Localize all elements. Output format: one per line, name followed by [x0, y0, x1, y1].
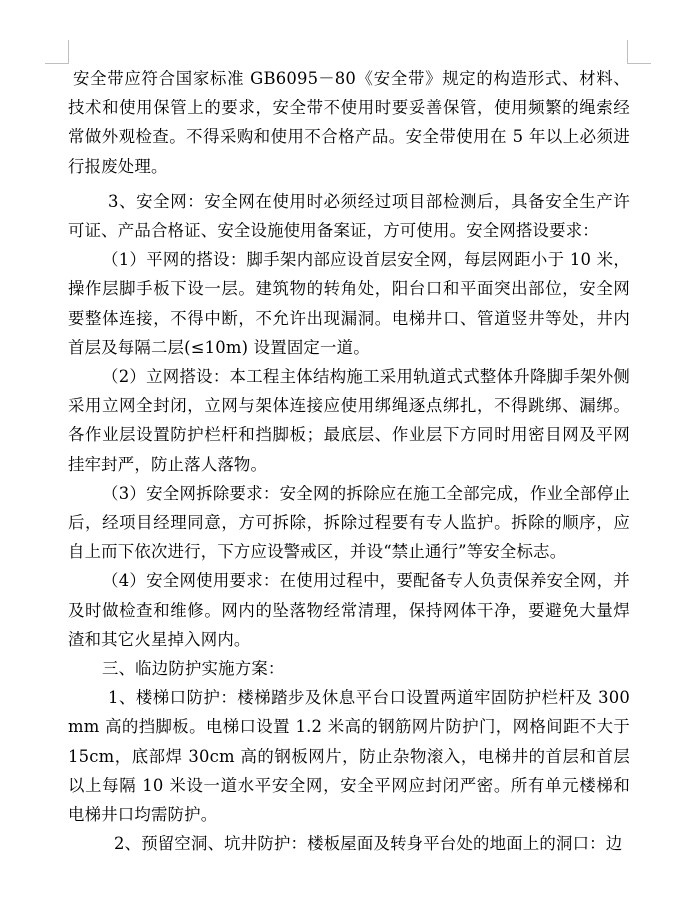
paragraph-safety-belt: 安全带应符合国家标准 GB6095－80《安全带》规定的构造形式、材料、技术和使用保管上的要求，安全带不使用时要妥善保管，使用频繁的绳索经常做外观检查。不得采购和使用不合格产品。安全带使用在 5 年以上必须进行报废处理。: [68, 69, 630, 176]
paragraph-flat-net: （1）平网的搭设：脚手架内部应设首层安全网，每层网距小于 10 米，操作层脚手板下设一层。建筑物的转角处，阳台口和平面突出部位，安全网要整体连接，不得中断，不允许出现漏洞。电梯井口、管道竖井等处，井内首层及每隔二层(≤10m) 设置固定一道。: [68, 250, 630, 357]
paragraph-net-usage: （4）安全网使用要求：在使用过程中，要配备专人负责保养安全网，并及时做检查和维修。网内的坠落物经常清理，保持网体干净，要避免大量焊渣和其它火星掉入网内。: [68, 571, 630, 649]
margin-corner-mark-left: [68, 40, 69, 63]
paragraph-net-removal: （3）安全网拆除要求：安全网的拆除应在施工全部完成，作业全部停止后，经项目经理同意，方可拆除，拆除过程要有专人监护。拆除的顺序，应自上而下依次进行，下方应设警戒区，并设“禁止通行”等安全标志。: [68, 483, 630, 562]
paragraph-opening-protection: 2、预留空洞、坑井防护：楼板屋面及转身平台处的地面上的洞口：边: [114, 834, 623, 854]
margin-corner-mark-right: [627, 40, 628, 63]
section-heading-edge-protection: 三、临边防护实施方案：: [102, 659, 285, 679]
document-body: [68, 64, 630, 858]
margin-corner-mark-left-horizontal: [45, 63, 69, 64]
paragraph-stair-protection: 1、楼梯口防护：楼梯踏步及休息平台口设置两道牢固防护栏杆及 300mm 高的挡脚板。电梯口设置 1.2 米高的钢筋网片防护门，网格间距不大于 15cm，底部焊 30cm 高的钢板网片，防止杂物滚入，电梯井的首层和首层以上每隔 10 米设一道水平安全网，安全平网应封闭严密。所有单元楼梯和电梯井口均需防护。: [68, 688, 630, 825]
paragraph-safety-net: 3、安全网：安全网在使用时必须经过项目部检测后，具备安全生产许可证、产品合格证、安全设施使用备案证，方可使用。安全网搭设要求：: [68, 191, 630, 241]
paragraph-vertical-net: （2）立网搭设：本工程主体结构施工采用轨道式式整体升降脚手架外侧采用立网全封闭，立网与架体连接应使用绑绳逐点绑扎，不得跳绑、漏绑。各作业层设置防护栏杆和挡脚板；最底层、作业层下方同时用密目网及平网挂牢封严，防止落人落物。: [68, 367, 630, 474]
margin-corner-mark-right-horizontal: [627, 63, 651, 64]
